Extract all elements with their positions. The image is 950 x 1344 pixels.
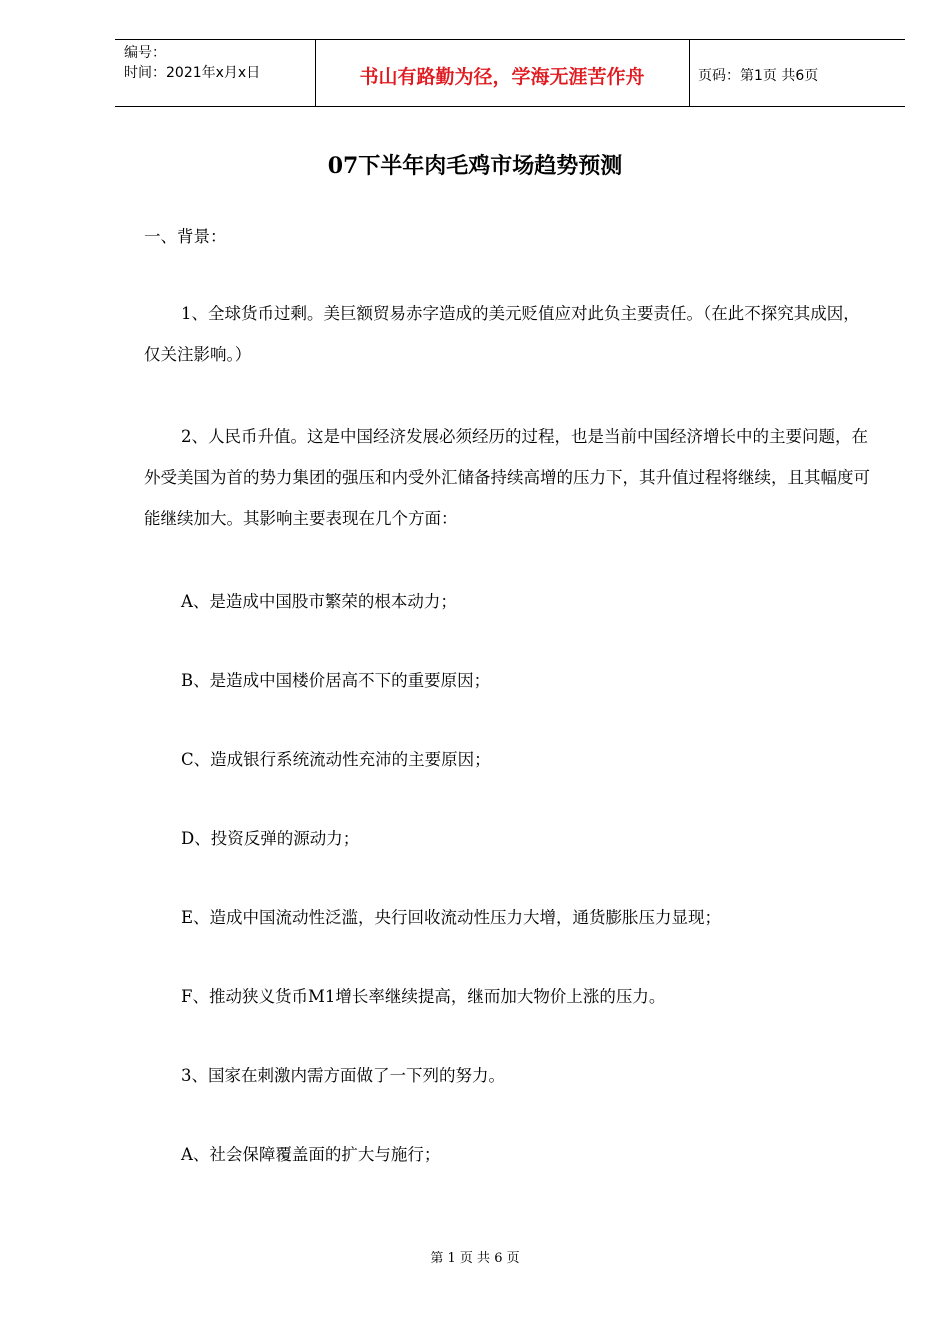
list-item-3a: A、社会保障覆盖面的扩大与施行； bbox=[181, 1145, 441, 1164]
list-item-c: C、造成银行系统流动性充沛的主要原因； bbox=[181, 750, 491, 769]
list-item-e: E、造成中国流动性泛滥，央行回收流动性压力大增，通货膨胀压力显现； bbox=[181, 908, 722, 927]
header-bottom-rule bbox=[115, 106, 905, 107]
paragraph-2: 2、人民币升值。这是中国经济发展必须经历的过程，也是当前中国经济增长中的主要问题，在外受美国为首的势力集团的强压和内受外汇储备持续高增的压力下，其升值过程将继续，且其幅度可能继续加大。其影响主要表现在几个方面： bbox=[144, 427, 870, 528]
time-label: 时间：2021年x月x日 bbox=[124, 65, 261, 81]
section-heading: 一、背景： bbox=[144, 227, 227, 246]
header-top-rule bbox=[115, 39, 905, 40]
paragraph-1: 1、全球货币过剩。美巨额贸易赤字造成的美元贬值应对此负主要责任。（在此不探究其成因，仅关注影响。） bbox=[144, 304, 860, 364]
header-divider-right bbox=[689, 40, 690, 106]
list-item-d: D、投资反弹的源动力； bbox=[181, 829, 360, 848]
header-motto: 书山有路勤为径，学海无涯苦作舟 bbox=[359, 66, 645, 88]
page-footer: 第 1 页 共 6 页 bbox=[430, 1251, 520, 1266]
paragraph-3: 3、国家在刺激内需方面做了一下列的努力。 bbox=[181, 1066, 505, 1085]
list-item-a: A、是造成中国股市繁荣的根本动力； bbox=[181, 592, 457, 611]
list-item-f: F、推动狭义货币M1增长率继续提高，继而加大物价上涨的压力。 bbox=[181, 987, 666, 1006]
header-meta bbox=[124, 43, 260, 83]
list-item-b: B、是造成中国楼价居高不下的重要原因； bbox=[181, 671, 491, 690]
document-title: 07下半年肉毛鸡市场趋势预测 bbox=[327, 153, 623, 179]
serial-label: 编号： bbox=[124, 45, 166, 61]
header-page-info: 页码：第1页 共6页 bbox=[698, 68, 819, 84]
